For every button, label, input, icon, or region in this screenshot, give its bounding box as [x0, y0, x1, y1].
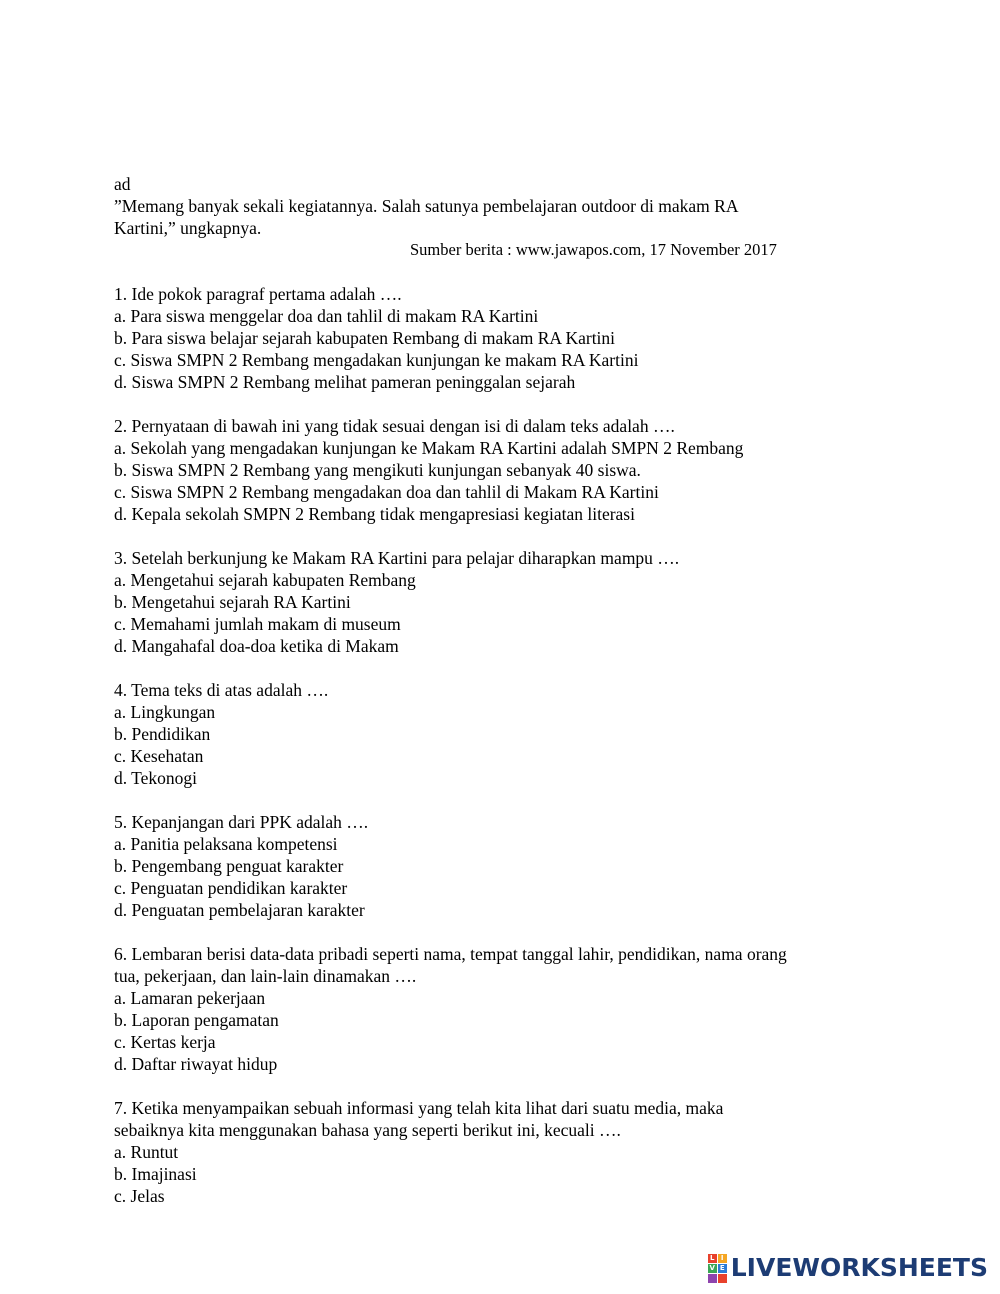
question-text: 3. Setelah berkunjung ke Makam RA Kartini para pelajar diharapkan mampu …. [114, 548, 680, 568]
answer-option: b. Pengembang penguat karakter [114, 856, 344, 876]
answer-option: c. Siswa SMPN 2 Rembang mengadakan doa dan tahlil di Makam RA Kartini [114, 482, 659, 502]
logo-icon-square: E [718, 1264, 727, 1273]
answer-option: b. Mengetahui sejarah RA Kartini [114, 592, 351, 612]
question-block [114, 943, 858, 1075]
answer-option: c. Kesehatan [114, 746, 204, 766]
question-text: 2. Pernyataan di bawah ini yang tidak sesuai dengan isi di dalam teks adalah …. [114, 416, 675, 436]
answer-option: d. Mangahafal doa-doa ketika di Makam [114, 636, 399, 656]
answer-option: c. Penguatan pendidikan karakter [114, 878, 348, 898]
answer-option: a. Para siswa menggelar doa dan tahlil di makam RA Kartini [114, 306, 539, 326]
answer-option: c. Siswa SMPN 2 Rembang mengadakan kunjungan ke makam RA Kartini [114, 350, 639, 370]
answer-option: a. Lingkungan [114, 702, 216, 722]
question-text: tua, pekerjaan, dan lain-lain dinamakan …. [114, 966, 417, 986]
answer-option: d. Daftar riwayat hidup [114, 1054, 278, 1074]
question-block [114, 811, 858, 921]
worksheet-page [114, 173, 858, 1207]
logo-text: LIVEWORKSHEETS [730, 1253, 988, 1282]
question-text: 4. Tema teks di atas adalah …. [114, 680, 329, 700]
article-quote-line: ”Memang banyak sekali kegiatannya. Salah satunya pembelajaran outdoor di makam RA [114, 196, 739, 216]
answer-option: d. Siswa SMPN 2 Rembang melihat pameran peninggalan sejarah [114, 372, 576, 392]
answer-option: b. Laporan pengamatan [114, 1010, 279, 1030]
logo-icon-square: I [718, 1254, 727, 1263]
liveworksheets-logo [708, 1253, 988, 1283]
question-text: 7. Ketika menyampaikan sebuah informasi yang telah kita lihat dari suatu media, maka [114, 1098, 724, 1118]
question-block [114, 283, 858, 393]
question-block [114, 1097, 858, 1207]
question-list [114, 283, 858, 1207]
spacer [114, 261, 858, 283]
question-block [114, 679, 858, 789]
answer-option: b. Pendidikan [114, 724, 211, 744]
logo-icon-square [708, 1274, 717, 1283]
answer-option: c. Kertas kerja [114, 1032, 216, 1052]
article-fragment: ad [114, 174, 131, 194]
question-text: 5. Kepanjangan dari PPK adalah …. [114, 812, 369, 832]
question-text: 1. Ide pokok paragraf pertama adalah …. [114, 284, 402, 304]
answer-option: a. Runtut [114, 1142, 179, 1162]
article-quote-line: Kartini,” ungkapnya. [114, 218, 262, 238]
logo-icon-square: V [709, 1263, 715, 1272]
answer-option: a. Mengetahui sejarah kabupaten Rembang [114, 570, 416, 590]
liveworksheets-icon [708, 1254, 727, 1283]
article-source: Sumber berita : www.jawapos.com, 17 November 2017 [410, 240, 777, 259]
question-block [114, 547, 858, 657]
answer-option: d. Penguatan pembelajaran karakter [114, 900, 365, 920]
answer-option: b. Imajinasi [114, 1164, 197, 1184]
answer-option: c. Jelas [114, 1186, 165, 1206]
answer-option: d. Kepala sekolah SMPN 2 Rembang tidak mengapresiasi kegiatan literasi [114, 504, 635, 524]
answer-option: c. Memahami jumlah makam di museum [114, 614, 401, 634]
question-text: sebaiknya kita menggunakan bahasa yang seperti berikut ini, kecuali …. [114, 1120, 621, 1140]
answer-option: a. Sekolah yang mengadakan kunjungan ke Makam RA Kartini adalah SMPN 2 Rembang [114, 438, 744, 458]
answer-option: b. Siswa SMPN 2 Rembang yang mengikuti kunjungan sebanyak 40 siswa. [114, 460, 641, 480]
question-block [114, 415, 858, 525]
answer-option: b. Para siswa belajar sejarah kabupaten Rembang di makam RA Kartini [114, 328, 616, 348]
answer-option: a. Panitia pelaksana kompetensi [114, 834, 338, 854]
logo-icon-square [718, 1274, 727, 1283]
answer-option: a. Lamaran pekerjaan [114, 988, 266, 1008]
logo-icon-square: L [708, 1254, 717, 1263]
answer-option: d. Tekonogi [114, 768, 198, 788]
question-text: 6. Lembaran berisi data-data pribadi seperti nama, tempat tanggal lahir, pendidikan, nama orang [114, 944, 787, 964]
